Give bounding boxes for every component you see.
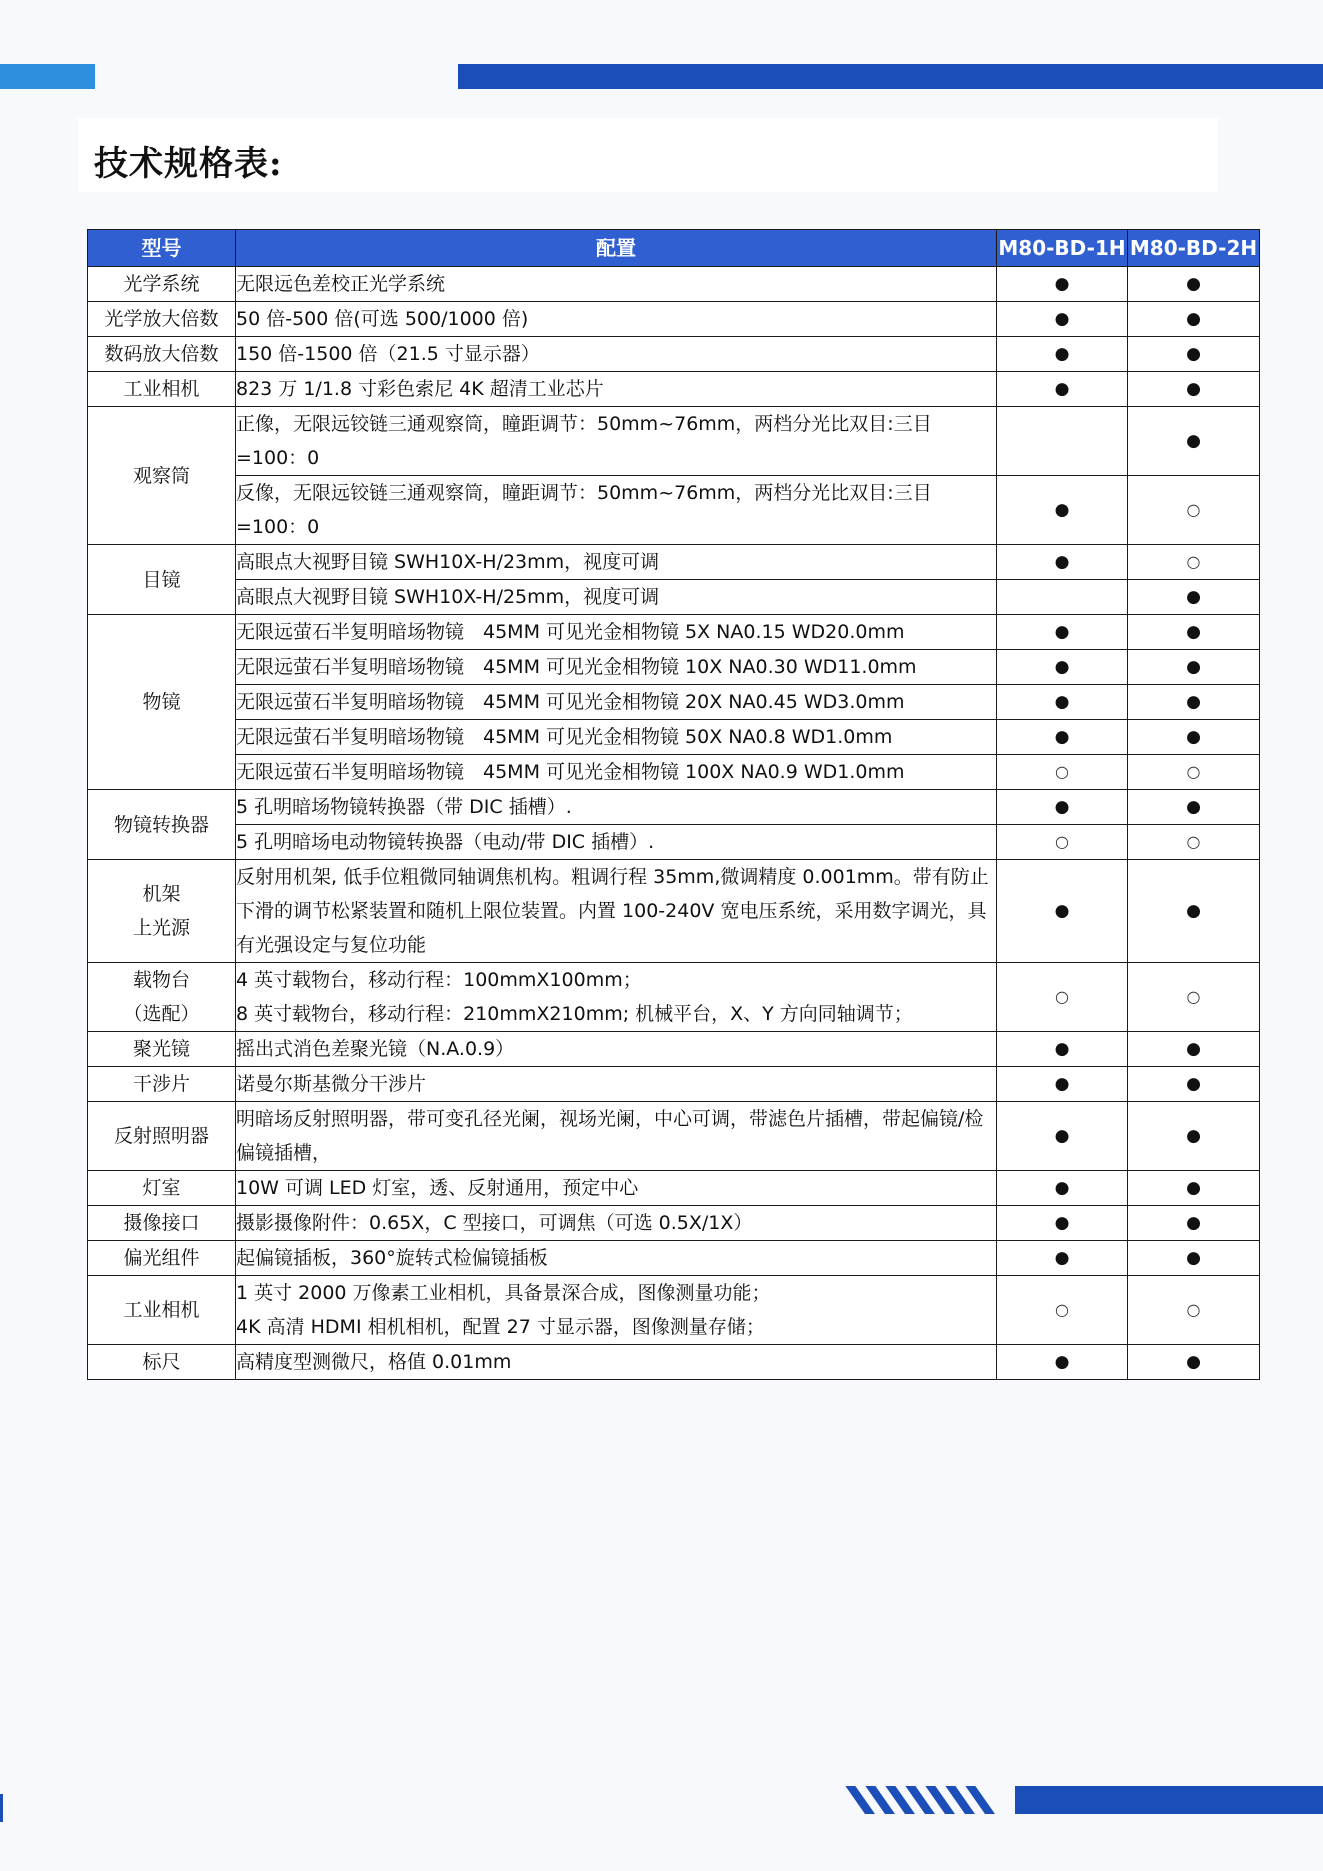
availability-2h: ● xyxy=(1128,650,1260,685)
table-row xyxy=(88,476,1260,545)
availability-2h: ● xyxy=(1128,337,1260,372)
spec-config: 无限远萤石半复明暗场物镜 45MM 可见光金相物镜 20X NA0.45 WD3.0mm xyxy=(236,685,997,720)
header-model: 型号 xyxy=(88,230,236,267)
spec-config: 50 倍-500 倍(可选 500/1000 倍) xyxy=(236,302,997,337)
table-row xyxy=(88,1171,1260,1206)
footer-stripes xyxy=(865,1786,1023,1814)
spec-category: 光学系统 xyxy=(88,267,236,302)
availability-2h: ● xyxy=(1128,1067,1260,1102)
table-row xyxy=(88,825,1260,860)
table-row xyxy=(88,302,1260,337)
availability-2h: ● xyxy=(1128,790,1260,825)
availability-2h: ○ xyxy=(1128,1276,1260,1345)
table-row xyxy=(88,1276,1260,1345)
availability-2h: ● xyxy=(1128,615,1260,650)
availability-1h: ● xyxy=(997,1171,1128,1206)
spec-category: 工业相机 xyxy=(88,372,236,407)
availability-2h: ● xyxy=(1128,1032,1260,1067)
spec-config: 起偏镜插板，360°旋转式检偏镜插板 xyxy=(236,1241,997,1276)
footer-accent-bar xyxy=(1015,1786,1323,1814)
availability-1h: ● xyxy=(997,372,1128,407)
availability-1h: ○ xyxy=(997,825,1128,860)
table-row xyxy=(88,337,1260,372)
table-row xyxy=(88,1067,1260,1102)
availability-1h: ○ xyxy=(997,755,1128,790)
page-title: 技术规格表: xyxy=(94,144,283,184)
availability-1h: ○ xyxy=(997,963,1128,1032)
availability-1h: ● xyxy=(997,1345,1128,1380)
spec-config: 明暗场反射照明器，带可变孔径光阑，视场光阑，中心可调，带滤色片插槽，带起偏镜/检偏镜插槽， xyxy=(236,1102,997,1171)
spec-config: 10W 可调 LED 灯室，透、反射通用，预定中心 xyxy=(236,1171,997,1206)
header-model-2h: M80-BD-2H xyxy=(1128,230,1260,267)
availability-1h: ● xyxy=(997,650,1128,685)
availability-2h: ● xyxy=(1128,720,1260,755)
availability-1h: ● xyxy=(997,1206,1128,1241)
spec-config: 无限远色差校正光学系统 xyxy=(236,267,997,302)
availability-1h: ○ xyxy=(997,1276,1128,1345)
spec-category: 摄像接口 xyxy=(88,1206,236,1241)
spec-config: 摇出式消色差聚光镜（N.A.0.9） xyxy=(236,1032,997,1067)
availability-2h: ○ xyxy=(1128,476,1260,545)
table-row xyxy=(88,685,1260,720)
table-header-row xyxy=(88,230,1260,267)
spec-config: 反射用机架, 低手位粗微同轴调焦机构。粗调行程 35mm,微调精度 0.001mm。带有防止下滑的调节松紧装置和随机上限位装置。内置 100-240V 宽电压系统，采用数字调光，具有光强设定与复位功能 xyxy=(236,860,997,963)
availability-2h: ● xyxy=(1128,860,1260,963)
table-row xyxy=(88,1032,1260,1067)
spec-config: 无限远萤石半复明暗场物镜 45MM 可见光金相物镜 10X NA0.30 WD11.0mm xyxy=(236,650,997,685)
availability-2h: ● xyxy=(1128,1171,1260,1206)
availability-1h: ● xyxy=(997,545,1128,580)
availability-1h: ● xyxy=(997,1241,1128,1276)
spec-config: 5 孔明暗场物镜转换器（带 DIC 插槽）. xyxy=(236,790,997,825)
spec-config: 正像，无限远铰链三通观察筒，瞳距调节：50mm~76mm，两档分光比双目:三目=100：0 xyxy=(236,407,997,476)
table-row xyxy=(88,267,1260,302)
table-row xyxy=(88,790,1260,825)
spec-category: 观察筒 xyxy=(88,407,236,545)
spec-category: 光学放大倍数 xyxy=(88,302,236,337)
availability-2h: ● xyxy=(1128,302,1260,337)
spec-config: 823 万 1/1.8 寸彩色索尼 4K 超清工业芯片 xyxy=(236,372,997,407)
spec-category: 干涉片 xyxy=(88,1067,236,1102)
spec-category: 数码放大倍数 xyxy=(88,337,236,372)
spec-category: 工业相机 xyxy=(88,1276,236,1345)
spec-config: 高精度型测微尺，格值 0.01mm xyxy=(236,1345,997,1380)
header-config: 配置 xyxy=(236,230,997,267)
availability-1h: ● xyxy=(997,337,1128,372)
availability-1h: ● xyxy=(997,615,1128,650)
table-row xyxy=(88,650,1260,685)
spec-config: 诺曼尔斯基微分干涉片 xyxy=(236,1067,997,1102)
availability-1h: ● xyxy=(997,685,1128,720)
header-model-1h: M80-BD-1H xyxy=(997,230,1128,267)
table-row xyxy=(88,755,1260,790)
table-row xyxy=(88,615,1260,650)
spec-config: 摄影摄像附件：0.65X，C 型接口，可调焦（可选 0.5X/1X） xyxy=(236,1206,997,1241)
availability-1h xyxy=(997,580,1128,615)
availability-2h: ● xyxy=(1128,1345,1260,1380)
availability-2h: ○ xyxy=(1128,963,1260,1032)
availability-1h: ● xyxy=(997,1067,1128,1102)
availability-1h: ● xyxy=(997,476,1128,545)
spec-category: 标尺 xyxy=(88,1345,236,1380)
spec-table xyxy=(87,229,1260,1380)
availability-2h: ○ xyxy=(1128,825,1260,860)
availability-1h: ● xyxy=(997,790,1128,825)
table-row xyxy=(88,545,1260,580)
table-row xyxy=(88,1241,1260,1276)
table-row xyxy=(88,860,1260,963)
spec-config: 反像，无限远铰链三通观察筒，瞳距调节：50mm~76mm，两档分光比双目:三目=100：0 xyxy=(236,476,997,545)
spec-category: 偏光组件 xyxy=(88,1241,236,1276)
spec-config: 无限远萤石半复明暗场物镜 45MM 可见光金相物镜 50X NA0.8 WD1.0mm xyxy=(236,720,997,755)
availability-2h: ● xyxy=(1128,1206,1260,1241)
spec-category: 灯室 xyxy=(88,1171,236,1206)
availability-1h: ● xyxy=(997,860,1128,963)
availability-2h: ● xyxy=(1128,1241,1260,1276)
spec-config: 150 倍-1500 倍（21.5 寸显示器） xyxy=(236,337,997,372)
top-left-accent-bar xyxy=(0,64,95,89)
spec-category: 目镜 xyxy=(88,545,236,615)
spec-config: 5 孔明暗场电动物镜转换器（电动/带 DIC 插槽）. xyxy=(236,825,997,860)
spec-config: 高眼点大视野目镜 SWH10X-H/23mm，视度可调 xyxy=(236,545,997,580)
spec-config: 无限远萤石半复明暗场物镜 45MM 可见光金相物镜 100X NA0.9 WD1.0mm xyxy=(236,755,997,790)
availability-2h: ● xyxy=(1128,372,1260,407)
table-row xyxy=(88,1206,1260,1241)
table-row xyxy=(88,372,1260,407)
spec-config: 无限远萤石半复明暗场物镜 45MM 可见光金相物镜 5X NA0.15 WD20.0mm xyxy=(236,615,997,650)
table-row xyxy=(88,720,1260,755)
spec-config: 4 英寸载物台，移动行程：100mmX100mm； 8 英寸载物台，移动行程：210mmX210mm; 机械平台，X、Y 方向同轴调节； xyxy=(236,963,997,1032)
availability-1h: ● xyxy=(997,302,1128,337)
table-row xyxy=(88,1345,1260,1380)
spec-category: 物镜 xyxy=(88,615,236,790)
spec-category: 聚光镜 xyxy=(88,1032,236,1067)
spec-category: 机架 上光源 xyxy=(88,860,236,963)
availability-1h: ● xyxy=(997,1102,1128,1171)
spec-category: 反射照明器 xyxy=(88,1102,236,1171)
availability-1h: ● xyxy=(997,267,1128,302)
table-body xyxy=(88,267,1260,1380)
table-row xyxy=(88,407,1260,476)
spec-category: 物镜转换器 xyxy=(88,790,236,860)
availability-1h xyxy=(997,407,1128,476)
availability-2h: ● xyxy=(1128,580,1260,615)
availability-2h: ○ xyxy=(1128,545,1260,580)
availability-1h: ● xyxy=(997,1032,1128,1067)
availability-2h: ● xyxy=(1128,267,1260,302)
availability-1h: ● xyxy=(997,720,1128,755)
availability-2h: ● xyxy=(1128,685,1260,720)
spec-category: 载物台 （选配） xyxy=(88,963,236,1032)
spec-config: 1 英寸 2000 万像素工业相机，具备景深合成，图像测量功能； 4K 高清 HDMI 相机相机，配置 27 寸显示器，图像测量存储； xyxy=(236,1276,997,1345)
table-row xyxy=(88,1102,1260,1171)
availability-2h: ● xyxy=(1128,1102,1260,1171)
availability-2h: ○ xyxy=(1128,755,1260,790)
spec-config: 高眼点大视野目镜 SWH10X-H/25mm，视度可调 xyxy=(236,580,997,615)
table-row xyxy=(88,963,1260,1032)
top-right-accent-bar xyxy=(458,64,1323,89)
table-row xyxy=(88,580,1260,615)
availability-2h: ● xyxy=(1128,407,1260,476)
footer-left-mark xyxy=(0,1794,3,1822)
